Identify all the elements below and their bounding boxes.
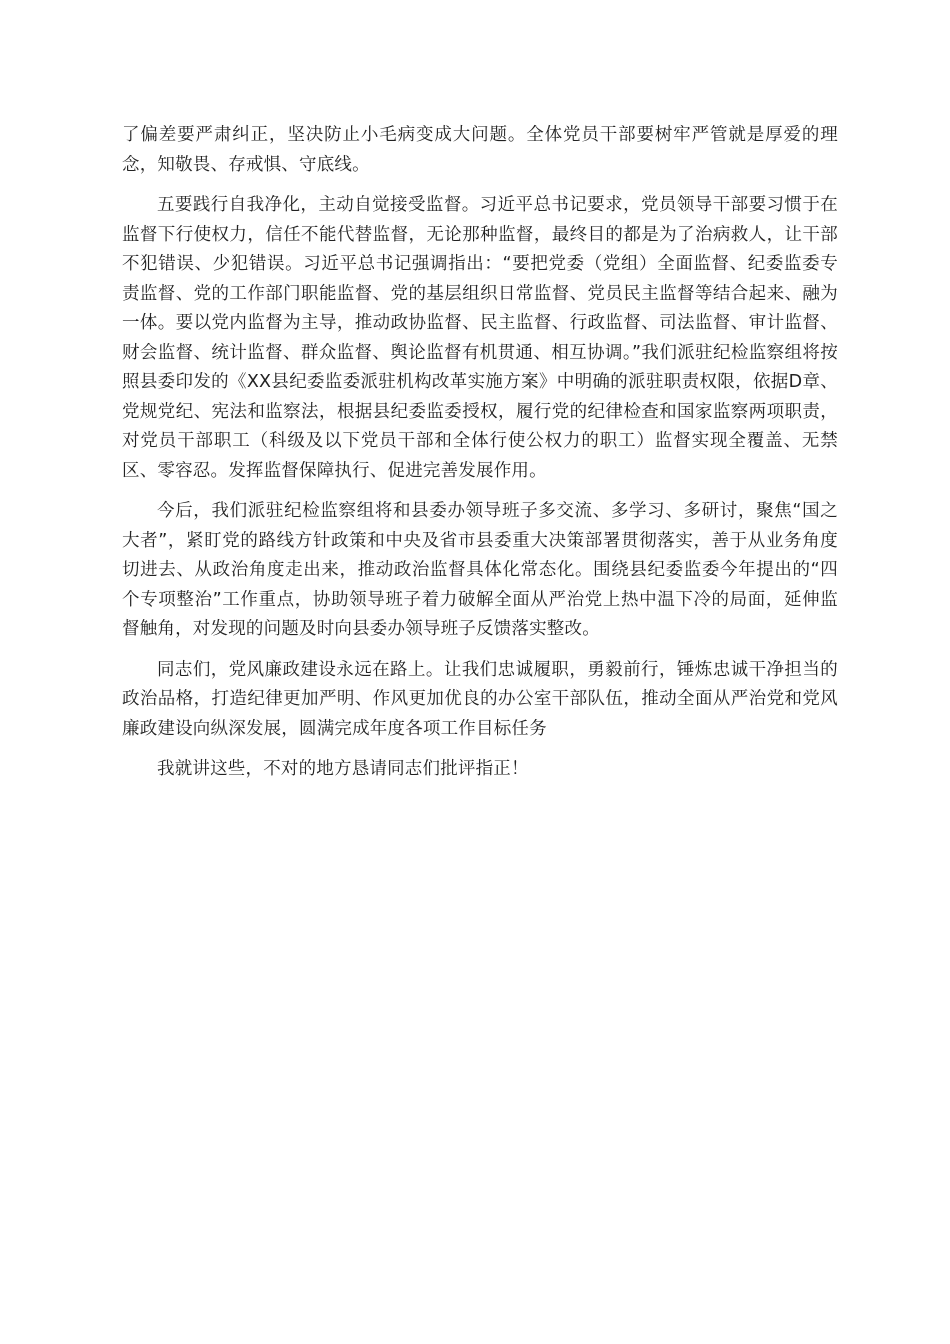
document-body bbox=[122, 121, 838, 796]
paragraph-3: 今后，我们派驻纪检监察组将和县委办领导班子多交流、多学习、多研讨，聚焦“国之大者”，紧盯党的路线方针政策和中央及省市县委重大决策部署贯彻落实，善于从业务角度切进去、从政治角度走出来，推动政治监督具体化常态化。围绕县纪委监委今年提出的“四个专项整治”工作重点，协助领导班子着力破解全面从严治党上热中温下冷的局面，延伸监督触角，对发现的问题及时向县委办领导班子反馈落实整改。 bbox=[122, 501, 838, 639]
paragraph-1: 了偏差要严肃纠正，坚决防止小毛病变成大问题。全体党员干部要树牢严管就是厚爱的理念，知敬畏、存戒惧、守底线。 bbox=[122, 125, 838, 175]
paragraph-4: 同志们，党风廉政建设永远在路上。让我们忠诚履职，勇毅前行，锤炼忠诚干净担当的政治品格，打造纪律更加严明、作风更加优良的办公室干部队伍，推动全面从严治党和党风廉政建设向纵深发展，圆满完成年度各项工作目标任务 bbox=[122, 659, 838, 739]
paragraph-2: 五要践行自我净化，主动自觉接受监督。习近平总书记要求，党员领导干部要习惯于在监督下行使权力，信任不能代替监督，无论那种监督，最终目的都是为了治病救人，让干部不犯错误、少犯错误。习近平总书记强调指出：“要把党委（党组）全面监督、纪委监委专责监督、党的工作部门职能监督、党的基层组织日常监督、党员民主监督等结合起来、融为一体。要以党内监督为主导，推动政协监督、民主监督、行政监督、司法监督、审计监督、财会监督、统计监督、群众监督、舆论监督有机贯通、相互协调。”我们派驻纪检监察组将按照县委印发的《XX县纪委监委派驻机构改革实施方案》中明确的派驻职责权限，依据D章、党规党纪、宪法和监察法，根据县纪委监委授权，履行党的纪律检查和国家监察两项职责，对党员干部职工（科级及以下党员干部和全体行使公权力的职工）监督实现全覆盖、无禁区、零容忍。发挥监督保障执行、促进完善发展作用。 bbox=[122, 195, 838, 481]
paragraph-5: 我就讲这些，不对的地方恳请同志们批评指正！ bbox=[157, 759, 529, 779]
